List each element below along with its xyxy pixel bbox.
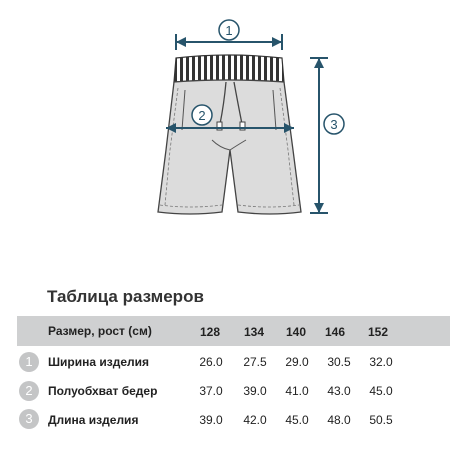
size-146: 146	[324, 325, 346, 339]
table-cell: 30.5	[327, 355, 351, 369]
table-cell: 39.0	[199, 413, 223, 427]
row-number-1: 1	[19, 352, 39, 372]
table-cell: 27.5	[243, 355, 267, 369]
svg-text:3: 3	[330, 117, 338, 132]
row-label-width: Ширина изделия	[48, 355, 150, 369]
table-cell: 45.0	[369, 384, 393, 398]
size-140: 140	[285, 325, 307, 339]
row-label-length: Длина изделия	[48, 413, 139, 427]
row-label-hip: Полуобхват бедер	[48, 384, 158, 398]
svg-text:1: 1	[225, 23, 233, 38]
shorts-body	[158, 80, 301, 214]
size-128: 128	[199, 325, 221, 339]
size-152: 152	[367, 325, 389, 339]
table-cell: 43.0	[327, 384, 351, 398]
marker-1	[219, 20, 239, 40]
table-cell: 48.0	[327, 413, 351, 427]
waistband	[174, 55, 284, 82]
table-cell: 32.0	[369, 355, 393, 369]
table-cell: 41.0	[285, 384, 309, 398]
header-label: Размер, рост (см)	[48, 324, 152, 338]
table-cell: 50.5	[369, 413, 393, 427]
marker-2	[192, 105, 212, 125]
table-cell: 45.0	[285, 413, 309, 427]
table-cell: 26.0	[199, 355, 223, 369]
row-number-3: 3	[19, 409, 39, 429]
row-number-2: 2	[19, 381, 39, 401]
table-cell: 39.0	[243, 384, 267, 398]
size-134: 134	[243, 325, 265, 339]
size-table-title: Таблица размеров	[47, 287, 204, 306]
table-cell: 37.0	[199, 384, 223, 398]
table-cell: 29.0	[285, 355, 309, 369]
marker-3	[324, 114, 344, 134]
table-cell: 42.0	[243, 413, 267, 427]
svg-text:2: 2	[198, 108, 206, 123]
